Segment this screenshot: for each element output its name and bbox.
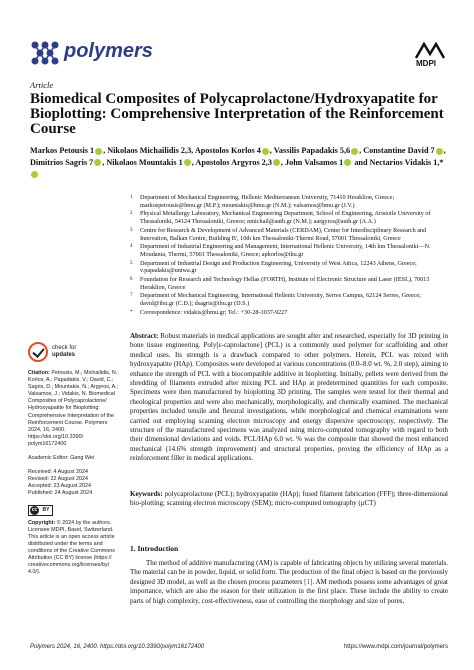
affiliation-item — [130, 260, 448, 275]
author-name: Nikolaos Mountakis 1 — [106, 157, 183, 167]
journal-name[interactable]: polymers — [64, 40, 153, 62]
cc-by-license-badge[interactable] — [28, 505, 53, 516]
affiliation-number: 5 — [130, 260, 133, 266]
author-name: Apostolos Korlos 4 — [194, 146, 261, 155]
affiliation-number: * — [130, 309, 133, 315]
affiliation-number: 2 — [130, 211, 133, 217]
affiliation-item — [130, 210, 448, 225]
citation-label: Citation: — [28, 370, 50, 376]
citation-block — [28, 370, 122, 448]
author-name: John Valsamos 1 — [285, 157, 344, 167]
keywords — [130, 490, 448, 509]
author-name: Vassilis Papadakis 5,6 — [273, 146, 351, 155]
orcid-icon[interactable] — [351, 148, 358, 155]
published-date: Published: 24 August 2024 — [28, 490, 93, 497]
article-title: Biomedical Composites of Polycaprolactone/Hydroxyapatite for Bioplotting: Comprehensive Interpretation of the Reinforcement Course — [30, 91, 444, 137]
article-type: Article — [30, 80, 54, 90]
keywords-text: polycaprolactone (PCL); hydroxyapatite (HAp); fused filament fabrication (FFF); three-dimensional bio-plotting; scanning electron microscopy (SEM); micro-computed tomography (μCT) — [130, 490, 448, 508]
affiliation-text: Department of Industrial Design and Production Engineering, University of West Attica, 12243 Athens, Greece; v.papadakis@uniwa.gr — [140, 259, 417, 275]
received-date: Received: 4 August 2024 — [28, 469, 88, 476]
affiliation-number: 1 — [130, 195, 133, 200]
author-list: Markos Petousis 1 , Nikolaos Michailidis 2,3, Apostolos Korlos 4 , Vassilis Papadakis 5,6 , Constantine David 7 , Dimitrios Sagris 7 , Nikolaos Mountakis 1 , Apostolos Argyros 2,3 , John Valsamos 1 and Nectarios Vidakis 1,* — [30, 145, 450, 180]
abstract-label: Abstract: — [130, 332, 159, 340]
check-for-updates-button[interactable] — [28, 342, 122, 362]
check-updates-label — [52, 345, 76, 359]
revised-date: Revised: 22 August 2024 — [28, 476, 88, 483]
introduction-paragraph — [130, 559, 448, 606]
check-updates-line2: updates — [52, 352, 76, 358]
affiliation-item — [130, 276, 448, 291]
mdpi-logo[interactable] — [414, 42, 446, 68]
author-name: Dimitrios Sagris 7 — [30, 157, 94, 167]
affiliation-number: 7 — [130, 293, 133, 299]
affiliation-text: Department of Mechanical Engineering, International Hellenic University, Serres Campus, 62124 Serres, Greece; david@ihu.gr (C.D.); dsagris@ihu.gr (D.S.) — [140, 292, 421, 308]
cc-icon: cc — [31, 506, 38, 513]
check-updates-line1: check for — [52, 345, 77, 351]
author-name: and Nectarios Vidakis 1,* — [354, 157, 444, 167]
intro-text: The method of additive manufacturing (AM) is capable of fabricating objects by utilizing several materials. The material can be in powder, liquid, or solid form. The production of the final object is based on the previously designed 3D model, as well as the chosen process parameters — [130, 559, 448, 586]
affiliation-number: 3 — [130, 227, 133, 233]
intro-text-cont: . AM methods possess some advantages of great importance, which are also the reason for their utilization in the first place. These include the ability to create parts of high complexity, cost-effectiveness, ease of controlling the morphology and size of pores, — [130, 577, 449, 605]
affiliation-text: Department of Mechanical Engineering, Hellenic Mediterranean University, 71410 Heraklion, Greece; markospetousis@hmu.gr (M.P.); mountakis@hmu.gr (N.M.); valsamos@hmu.gr (J.V.) — [140, 194, 395, 209]
abstract — [130, 332, 448, 464]
author-name: Constantine David 7 — [363, 146, 435, 155]
orcid-icon[interactable] — [94, 159, 101, 166]
journal-header — [30, 38, 446, 70]
accepted-date: Accepted: 23 August 2024 — [28, 483, 91, 490]
author-name: Nikolaos Michailidis 2,3 — [107, 146, 192, 155]
affiliation-number: 4 — [130, 244, 133, 250]
article-info-sidebar — [28, 342, 122, 576]
author-name: Markos Petousis 1 — [30, 146, 95, 155]
copyright-text: © 2024 by the authors. Licensee MDPI, Basel, Switzerland. This article is an open access article distributed under the terms and conditions of the Creative Commons Attribution (CC BY) license (https:// creativecommons.org/licenses/by/ 4.0/). — [28, 519, 115, 576]
affiliation-item — [130, 227, 448, 242]
citation-link[interactable]: [1] — [304, 577, 313, 586]
orcid-icon[interactable] — [344, 159, 351, 166]
affiliation-text: Correspondence: vidakis@hmu.gr; Tel.: +30-28-1037-9227 — [140, 308, 288, 316]
orcid-icon[interactable] — [31, 171, 38, 178]
orcid-icon[interactable] — [184, 159, 191, 166]
affiliation-text: Physical Metallurgy Laboratory, Mechanical Engineering Department, School of Engineering, Aristotle University of Thessaloniki, 54124 Thessaloniki, Greece; nmichail@auth.gr (N.M.); aargyros@auth.gr (A.A.) — [140, 210, 431, 226]
section-heading: 1. Introduction — [130, 544, 179, 553]
by-icon: BY — [42, 506, 50, 513]
check-updates-icon — [28, 342, 48, 362]
affiliation-item — [130, 194, 448, 209]
orcid-icon[interactable] — [95, 148, 102, 155]
affiliation-list — [130, 194, 448, 318]
journal-logo-icon — [30, 40, 60, 66]
copyright-block — [28, 520, 122, 577]
affiliation-number: 6 — [130, 277, 133, 283]
affiliation-text: Centre for Research & Development of Advanced Materials (CERDAM), Center for Interdisciplinary Research and Innovation, Balkan Centre, Building B', 10th km Thessaloniki-Thermi Road, 57001 Thessaloniki, Greece — [140, 226, 427, 242]
keywords-label: Keywords: — [130, 490, 163, 498]
affiliation-text: Department of Industrial Engineering and Management, International Hellenic University, 14th km Thessaloniki—N. Moudania, Thermi, 57001 Thessaloniki, Greece; apkorlos@ihu.gr — [140, 243, 431, 258]
citation-text: Petousis, M.; Michailidis, N.; Korlos, A.; Papadakis, V.; David, C.; Sagris, D.; Mountakis, N.; Argyros, A.; Valsamos, J.; Vidakis, N. Biomedical Composites of Polycaprolactone/ Hydroxyapatite for Bioplotting: Comprehensive Interpretation of the Reinforcement Course. Polymers 2024, 16, 2400. https://doi.org/10.3390/ polym16172400 — [28, 370, 119, 447]
affiliation-item — [130, 292, 448, 307]
orcid-icon[interactable] — [273, 159, 280, 166]
mdpi-logo-text: MDPI — [416, 59, 436, 68]
academic-editor: Academic Editor: Gang Wei — [28, 455, 95, 462]
footer-journal-url[interactable]: https://www.mdpi.com/journal/polymers — [343, 644, 448, 650]
correspondence — [130, 309, 448, 317]
affiliation-item — [130, 243, 448, 258]
orcid-icon[interactable] — [436, 148, 443, 155]
author-name: Apostolos Argyros 2,3 — [195, 157, 272, 167]
affiliation-text: Foundation for Research and Technology Hellas (FORTH), Institute of Electronic Structure and Laser (IESL), 70013 Heraklion, Greece — [140, 276, 430, 291]
abstract-text: Robust materials in medical applications are sought after and researched, especially for 3D printing in bone tissue engineering. Poly[ε-caprolactone] (PCL) is a commonly used polymer for scaffolding and other medical uses. Its strength is a drawback compared to other polymers. Herein, PCL was mixed with hydroxyapatite (HAp). Composites were developed at various concentrations (0.0–8.0 wt. %, 2.0 step), aiming to enhance the strength of PCL with a biocompatible additive in bioplotting. Initially, pellets were derived from the shredding of filaments extruded after mixing PCL and HAp at predetermined quantities for each composite. Specimens were then manufactured by bioplotting 3D printing. The samples were tested for their thermal and rheological properties and were also mechanically, morphologically, and chemically examined. The mechanical properties included tensile and flexural investigations, while morphological and chemical examinations were carried out employing scanning electron microscopy and energy dispersive spectroscopy, respectively. The structure of the manufactured specimens was analyzed using micro-computed tomography with regard to both their dimensional deviations and voids. PCL/HAp 6.0 wt. % was the composite that showed the most enhanced mechanical (14.6% strength improvement) and structural properties, proving the efficiency of HAp as a reinforcement filler in medical applications. — [130, 332, 448, 463]
footer-citation[interactable]: Polymers 2024, 16, 2400. https://doi.org/10.3390/polym16172400 — [30, 644, 205, 650]
mdpi-logo-icon — [414, 42, 446, 60]
copyright-label: Copyright: — [28, 519, 56, 526]
orcid-icon[interactable] — [262, 148, 269, 155]
